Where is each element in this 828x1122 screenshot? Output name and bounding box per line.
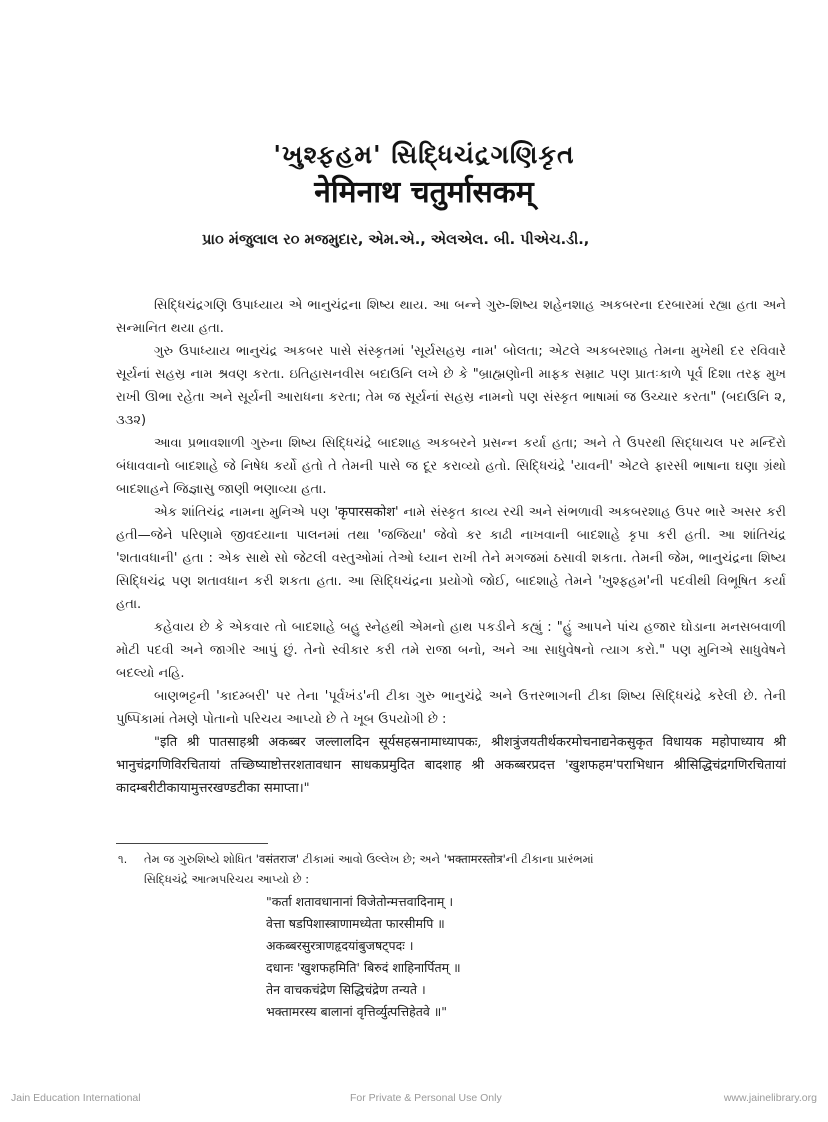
paragraph: સિદ્ધિચંદ્રગણિ ઉપાધ્યાય એ ભાનુચંદ્રના શિષ્ય થાય. આ બન્ને ગુરુ-શિષ્ય શહેનશાહ અકબરના દરબારમાં રહ્યા હતા અને સન્માનિત થયા હતા. [116,298,786,336]
paragraph: ગુરુ ઉપાધ્યાય ભાનુચંદ્ર અકબર પાસે સંસ્કૃતમાં 'સૂર્યસહસ્ર નામ' બોલતા; એટલે અકબરશાહ તેમના મુખેથી દર રવિવારે સૂર્યનાં સહસ્ર નામ શ્રવણ કરતા. ઇતિહાસનવીસ બદાઉનિ લખે છે કે "બ્રાહ્મણોની માફક સમ્રાટ પણ પ્રાતઃકાળે પૂર્વ દિશા તરફ મુખ રાખી ઊભા રહેતા અને સૂર્યની આરાધના કરતા; તેમ જ સૂર્યનાં સહસ્ર નામનો પણ સંસ્કૃત ભાષામાં જ ઉચ્ચાર કરતા" (બદાઉનિ ૨, ૩૩૨) [116,344,786,428]
paragraph: એક શાંતિચંદ્ર નામના મુનિએ પણ 'कृपारसकोश' નામે સંસ્કૃત કાવ્ય રચી અને સંભળાવી અકબરશાહ ઉપર ભારે અસર કરી હતી—જેને પરિણામે જીવદયાના પાલનમાં તથા 'જજિયા' જેવો કર કાઢી નાખવાની બાદશાહે કૃપા કરી હતી. આ શાંતિચંદ્ર 'શતાવધાની' હતા : એક સાથે સો જેટલી વસ્તુઓમાં તેઓ ધ્યાન રાખી તેને મગજમાં ઠસાવી શકતા. તેમની જેમ, ભાનુચંદ્રના શિષ્ય સિદ્ધિચંદ્ર પણ શતાવધાન કરી શકતા હતા. આ સિદ્ધિચંદ્રના પ્રયોગો જોઈ, બાદશાહે તેમને 'ખુશ્ફહમ'ની પદવીથી વિભૂષિત કર્યા હતા. [116,505,786,612]
footnotes [118,849,784,1023]
verse-line: दधानः 'खुशफहमिति' बिरुदं शाहिनार्पितम् ॥ [266,960,461,975]
footnote-verse [266,891,784,1023]
title-block [0,138,828,214]
author-byline: પ્રા૦ મંજુલાલ ર૦ મજમુદાર, એમ.એ., એલએલ. બી. પીએચ.ડી., [202,232,590,248]
footer-website-link[interactable]: www.jainelibrary.org [723,1092,817,1104]
footnote-divider [116,843,268,844]
paragraph: બાણભટ્ટની 'કાદમ્બરી' પર તેના 'પૂર્વખંડ'ની ટીકા ગુરુ ભાનુચંદ્રે અને ઉત્તરભાગની ટીકા શિષ્ય સિદ્ધિચંદ્રે કરેલી છે. તેની પુષ્પિકામાં તેમણે પોતાનો પરિચય આપ્યો છે તે ખૂબ ઉપયોગી છે : [116,689,786,727]
footnote-text: તેમ જ ગુરુશિષ્યે શોધિત 'वसंतराज' ટીકામાં આવો ઉલ્લેખ છે; અને 'भक्तामरस्तोत्र'ની ટીકાના પ્રારંભમાં [144,852,594,866]
verse-line: तेन वाचकचंद्रेण सिद्धिचंद्रेण तन्यते । [266,982,426,997]
footnote-text-cont: સિદ્ધિચંદ્રે આત્મપરિચય આપ્યો છે : [144,872,310,886]
verse-line: अकब्बरसुरत्राणहृदयांबुजषट्पदः । [266,938,414,953]
footer-usage-note: For Private & Personal Use Only [350,1092,502,1104]
title-gujarati: 'ખુશ્ફહમ' સિદ્ધિચંદ્રગણિકૃત [273,140,575,169]
verse-line: "कर्ता शतावधानानां विजेतोन्मत्तवादिनाम् । [266,894,454,909]
article-body [116,294,786,800]
footnote-number: ૧. [118,852,128,866]
paragraph: આવા પ્રભાવશાળી ગુરુના શિષ્ય સિદ્ધિચંદ્રે બાદશાહ અકબરને પ્રસન્ન કર્યા હતા; અને તે ઉપરથી સિદ્ધાચલ પર મન્દિરો બંધાવવાનો બાદશાહે જે નિષેધ કર્યો હતો તે તેમની પાસે જ દૂર કરાવ્યો હતો. સિદ્ધિચંદ્રે 'યાવની' એટલે ફારસી ભાષાના ઘણા ગ્રંથો બાદશાહને જિજ્ઞાસુ જાણી ભણાવ્યા હતા. [116,436,786,497]
sanskrit-quote: "इति श्री पातसाहश्री अकब्बर जल्लालदिन सूर्यसहस्रनामाध्यापकः, श्रीशत्रुंजयतीर्थकरमोचनाद्यनेकसुकृत विधायक महोपाध्याय श्री भानुचंद्रगणिविरचितायां तच्छिष्याष्टोत्तरशतावधान साधकप्रमुदित बादशाह श्री अकब्बरप्रदत्त 'खुशफहम'पराभिधान श्रीसिद्धिचंद्रगणिरचितायां कादम्बरीटीकायामुत्तरखण्डटीका समाप्ता।" [116,735,786,796]
verse-line: वेत्ता षडपिशास्त्राणामध्येता फारसीमपि ॥ [266,916,445,931]
footer-publisher: Jain Education International [11,1092,141,1104]
page-footer [0,1092,828,1112]
title-sanskrit: नेमिनाथ चतुर्मासकम् [314,175,534,210]
paragraph: કહેવાય છે કે એકવાર તો બાદશાહે બહુ સ્નેહથી એમનો હાથ પકડીને કહ્યું : "હું આપને પાંચ હજાર ઘોડાના મનસબવાળી મોટી પદવી અને જાગીર આપું છું. તેનો સ્વીકાર કરી તમે રાજા બનો, અને આ સાધુવેષનો ત્યાગ કરો." પણ મુનિએ સાધુવેષને બદલ્યો નહિ. [116,620,786,681]
footnote [118,849,784,869]
verse-line: भक्तामरस्य बालानां वृत्तिर्व्युत्पत्तिहेतवे ॥" [266,1004,448,1019]
